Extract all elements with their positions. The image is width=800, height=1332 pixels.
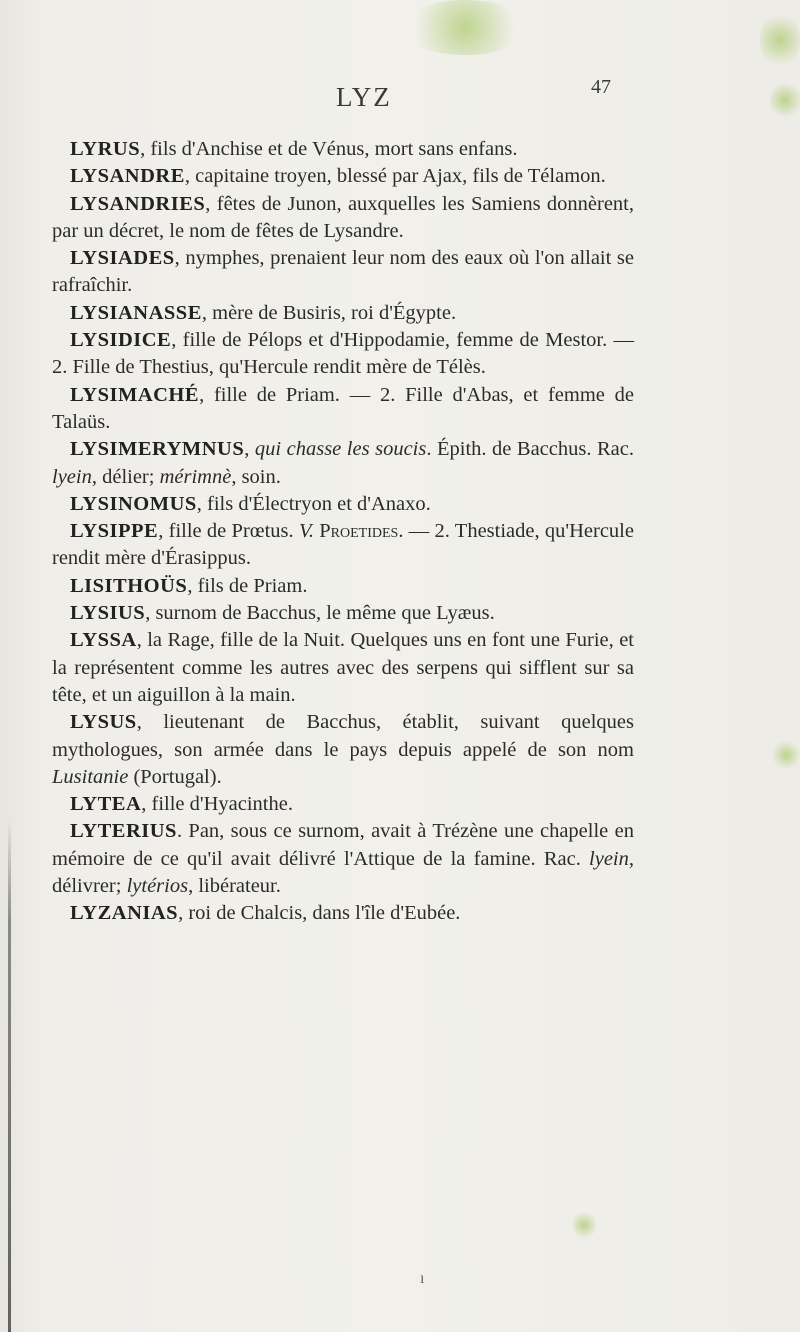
entry: [52, 600, 634, 627]
gutter-shadow: [8, 820, 11, 1332]
entry-italic: V.: [298, 520, 314, 543]
entry-text: , délier;: [91, 465, 160, 488]
paper-stain: [400, 0, 530, 55]
entry: [52, 327, 634, 382]
entry: [52, 163, 634, 190]
entry-text: , lieutenant de Bacchus, établit, suivant quelques mythologues, son armée dans le pays depuis appelé de son nom: [52, 711, 634, 761]
entry-italic: qui chasse les soucis: [254, 438, 427, 461]
headword: LISITHOÜS: [70, 574, 188, 597]
headword: LYSIADES: [70, 247, 175, 270]
entry-text: (Portugal).: [128, 765, 222, 788]
entry: [52, 627, 634, 709]
running-head: LYZ: [336, 82, 392, 112]
entry: [52, 573, 634, 600]
entry-text: . Pan, sous ce surnom, avait à Trézène une chapelle en mémoire de ce qu'il avait délivré l'Attique de la famine. Rac.: [52, 820, 634, 870]
entry: [52, 136, 634, 163]
entry: [52, 818, 634, 900]
entry: [52, 300, 634, 327]
headword: LYSINOMUS: [70, 492, 197, 515]
headword: LYSIMERYMNUS: [70, 438, 245, 461]
entry-italic: mérimnè: [159, 465, 232, 488]
headword: LYSIANASSE: [70, 301, 202, 324]
headword: LYSIDICE: [70, 329, 172, 352]
headword: LYSUS: [70, 711, 137, 734]
entry-italic: lyein: [52, 465, 92, 488]
entry-text: ,: [244, 438, 255, 461]
entry-text: , la Rage, fille de la Nuit. Quelques uns en font une Furie, et la représentent comme les autres avec des serpens qui sifflent sur sa tête, et un aiguillon à la main.: [52, 629, 634, 706]
entry-text: . — 2. Thestiade, qu'Hercule rendit mère d'Érasippus.: [52, 520, 634, 570]
entry-text: , fils d'Anchise et de Vénus, mort sans enfans.: [140, 138, 518, 160]
entry-text: . Épith. de Bacchus. Rac.: [426, 438, 635, 461]
paper-stain: [760, 10, 800, 70]
page-header: [0, 76, 800, 122]
entry: [52, 491, 634, 518]
entry-text: , fils d'Électryon et d'Anaxo.: [196, 492, 431, 515]
headword: LYSIUS: [70, 602, 146, 625]
entry: [52, 900, 634, 927]
entry-text: , surnom de Bacchus, le même que Lyæus.: [145, 602, 495, 625]
headword: LYZANIAS: [70, 902, 179, 925]
page-number: 47: [591, 76, 611, 98]
entry: [52, 791, 634, 818]
entry-italic: lyein: [589, 847, 629, 870]
entry: [52, 191, 634, 246]
entry-italic: Lusitanie: [52, 765, 129, 788]
dictionary-entries: [52, 136, 634, 928]
entry-text: , fille de Pélops et d'Hippodamie, femme de Mestor. — 2. Fille de Thestius, qu'Hercule rendit mère de Télès.: [52, 329, 634, 379]
headword: LYSANDRIES: [70, 192, 206, 215]
entry-text: , fille d'Hyacinthe.: [141, 793, 293, 816]
entry: [52, 518, 634, 573]
stray-mark: ı: [420, 1270, 425, 1287]
entry: [52, 245, 634, 300]
entry-text: , fils de Priam.: [187, 574, 308, 597]
headword: LYTERIUS: [70, 820, 177, 843]
entry: [52, 382, 634, 437]
headword: LYSANDRE: [70, 165, 185, 188]
headword: LYRUS: [70, 138, 141, 160]
entry-text: , capitaine troyen, blessé par Ajax, fils de Télamon.: [184, 165, 606, 188]
headword: LYSIMACHÉ: [70, 383, 200, 406]
entry-text: , délivrer;: [52, 847, 634, 898]
entry-small-caps: Proetides: [313, 520, 399, 543]
entry-text: , fille de Priam. — 2. Fille d'Abas, et femme de Talaüs.: [52, 383, 634, 433]
paper-stain: [572, 1210, 596, 1240]
entry-text: , fille de Prœtus.: [158, 520, 299, 543]
entry-text: , mère de Busiris, roi d'Égypte.: [201, 301, 457, 324]
headword: LYTEA: [70, 793, 142, 816]
entry-text: , nymphes, prenaient leur nom des eaux où l'on allait se rafraîchir.: [52, 247, 634, 297]
headword: LYSIPPE: [70, 520, 159, 543]
entry-italic: lytérios: [126, 875, 189, 898]
headword: LYSSA: [70, 629, 137, 652]
paper-stain: [772, 740, 800, 770]
entry: [52, 709, 634, 791]
entry-text: , libérateur.: [188, 875, 281, 898]
entry: [52, 436, 634, 491]
entry-text: , fêtes de Junon, auxquelles les Samiens donnèrent, par un décret, le nom de fêtes de Lysandre.: [52, 192, 634, 242]
entry-text: , roi de Chalcis, dans l'île d'Eubée.: [178, 902, 461, 925]
entry-text: , soin.: [231, 465, 281, 488]
